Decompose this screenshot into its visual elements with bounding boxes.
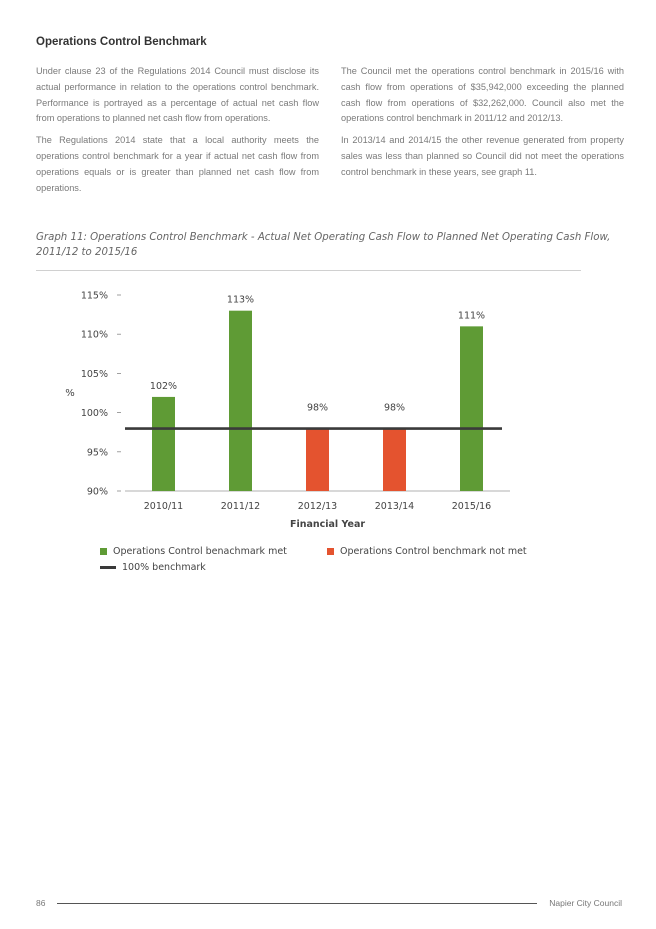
legend-item-not-met xyxy=(327,546,527,557)
x-tick-label: 2013/14 xyxy=(374,501,415,512)
y-axis-label: % xyxy=(65,388,75,399)
y-tick-label: 105% xyxy=(80,368,108,380)
legend-label-not-met: Operations Control benchmark not met xyxy=(340,546,527,557)
x-axis-label: Financial Year xyxy=(289,519,366,530)
paragraph: The Council met the operations control benchmark in 2015/16 with cash flow from operations of $35,942,000 exceeding the planned cash flow from operations of $32,262,000. Council also met the operations control benchmark in 2011/12 and 2012/13. xyxy=(341,66,624,124)
footer-divider xyxy=(57,903,537,904)
paragraph: Under clause 23 of the Regulations 2014 Council must disclose its actual performance in relation to the operations control benchmark. Performance is portrayed as a percentage of actual net cash flow from operations to planned net cash flow from operations. xyxy=(36,66,319,124)
data-label: 102% xyxy=(149,380,178,392)
bar xyxy=(152,397,175,491)
x-tick-label: 2012/13 xyxy=(297,501,338,512)
legend-item-met xyxy=(100,546,287,557)
page-number: 86 xyxy=(36,898,46,908)
data-label: 98% xyxy=(383,402,406,414)
footer-org: Napier City Council xyxy=(549,898,622,908)
legend-swatch-benchmark xyxy=(100,566,116,569)
paragraph: The Regulations 2014 state that a local authority meets the operations control benchmark for a year if actual net cash flow from operations equals or is greater than planned net cash flow from operations. xyxy=(36,135,319,193)
data-label: 111% xyxy=(457,310,486,322)
bar-chart xyxy=(0,280,656,540)
y-tick-label: 115% xyxy=(80,290,108,302)
y-tick-label: 90% xyxy=(86,486,108,498)
divider xyxy=(36,270,581,271)
legend-swatch-not-met xyxy=(327,548,334,555)
bar xyxy=(229,311,252,491)
data-label: 98% xyxy=(306,402,329,414)
body-left-column xyxy=(36,64,319,202)
body-right-column xyxy=(341,64,624,187)
y-tick-label: 110% xyxy=(80,329,108,341)
y-tick-label: 100% xyxy=(80,408,108,420)
bar xyxy=(383,428,406,491)
x-tick-label: 2011/12 xyxy=(220,501,261,512)
data-label: 113% xyxy=(226,294,255,306)
bar xyxy=(460,326,483,491)
legend-label-met: Operations Control benachmark met xyxy=(113,546,287,557)
x-tick-label: 2015/16 xyxy=(451,501,492,512)
section-heading: Operations Control Benchmark xyxy=(36,36,207,48)
graph-caption: Graph 11: Operations Control Benchmark - Actual Net Operating Cash Flow to Planned Net Operating Cash Flow, 2011/12 to 2015/16 xyxy=(36,232,611,258)
legend-swatch-met xyxy=(100,548,107,555)
legend-label-benchmark: 100% benchmark xyxy=(122,562,206,573)
x-tick-label: 2010/11 xyxy=(143,501,184,512)
legend-item-benchmark xyxy=(100,562,206,573)
bar xyxy=(306,428,329,491)
y-tick-label: 95% xyxy=(86,447,108,459)
paragraph: In 2013/14 and 2014/15 the other revenue generated from property sales was less than planned so Council did not meet the operations control benchmark in these years, see graph 11. xyxy=(341,135,624,177)
